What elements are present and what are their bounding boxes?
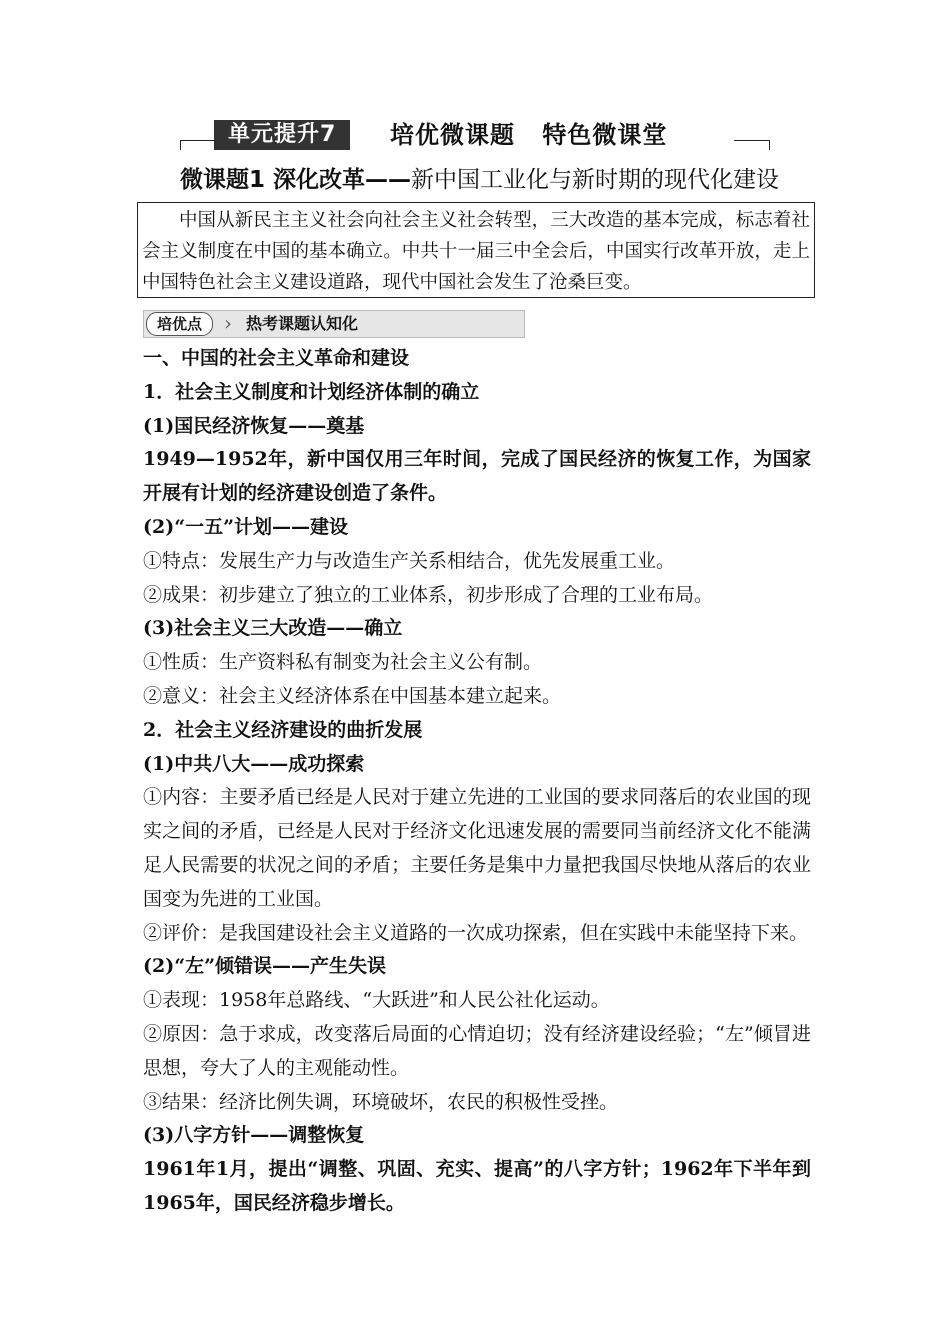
- banner-rule-right: [734, 140, 770, 141]
- chevron-right-icon: ›: [224, 311, 232, 335]
- paragraph: 1949—1952年，新中国仅用三年时间，完成了国民经济的恢复工作，为国家开展有计划的经济建设创造了条件。: [143, 448, 811, 505]
- list-item: ①性质：生产资料私有制变为社会主义公有制。: [143, 651, 543, 674]
- list-item: ①内容：主要矛盾已经是人民对于建立先进的工业国的要求同落后的农业国的现实之间的矛盾，已经是人民对于经济文化迅速发展的需要同当前经济文化不能满足人民需要的状况之间的矛盾；主要任务是集中力量把我国尽快地从落后的农业国变为先进的工业国。: [143, 786, 811, 910]
- lesson-subtitle: [180, 164, 780, 196]
- tag-chip: 培优点: [146, 312, 213, 336]
- intro-box: 中国从新民主主义社会向社会主义社会转型，三大改造的基本完成，标志着社会主义制度在中国的基本确立。中共十一届三中全会后，中国实行改革开放，走上中国特色社会主义建设道路，现代中国社会发生了沧桑巨变。: [137, 202, 815, 298]
- section-tag: [143, 310, 525, 338]
- unit-banner: [180, 120, 770, 154]
- list-item: ①特点：发展生产力与改造生产关系相结合，优先发展重工业。: [143, 549, 676, 572]
- item-heading: (1)国民经济恢复——奠基: [143, 414, 365, 437]
- item-heading: (2)“一五”计划——建设: [143, 515, 349, 538]
- banner-rule-left: [180, 140, 214, 141]
- list-item: ①表现：1958年总路线、“大跃进”和人民公社化运动。: [143, 989, 610, 1012]
- list-item: ②意义：社会主义经济体系在中国基本建立起来。: [143, 684, 562, 707]
- item-heading: (3)八字方针——调整恢复: [143, 1124, 365, 1147]
- list-item: ②评价：是我国建设社会主义道路的一次成功探索，但在实践中未能坚持下来。: [143, 921, 809, 944]
- tag-text: 热考课题认知化: [246, 314, 359, 333]
- banner-title: 培优微课题 特色微课堂: [390, 121, 668, 149]
- main-content: [143, 342, 811, 1221]
- item-heading: (3)社会主义三大改造——确立: [143, 617, 403, 640]
- subtitle-label: 微课题1 深化改革——: [180, 167, 412, 193]
- list-item: ②原因：急于求成，改变落后局面的心情迫切；没有经济建设经验；“左”倾冒进思想，夸大了人的主观能动性。: [143, 1022, 811, 1079]
- item-heading: (1)中共八大——成功探索: [143, 752, 365, 775]
- item-heading: (2)“左”倾错误——产生失误: [143, 955, 387, 978]
- subsection-heading: 1．社会主义制度和计划经济体制的确立: [143, 380, 480, 403]
- paragraph: 1961年1月，提出“调整、巩固、充实、提高”的八字方针；1962年下半年到1965年，国民经济稳步增长。: [143, 1158, 811, 1214]
- list-item: ②成果：初步建立了独立的工业体系，初步形成了合理的工业布局。: [143, 583, 714, 606]
- unit-badge: 单元提升7: [214, 120, 350, 150]
- subtitle-main: 新中国工业化与新时期的现代化建设: [411, 167, 780, 193]
- list-item: ③结果：经济比例失调，环境破坏，农民的积极性受挫。: [143, 1090, 619, 1113]
- section-heading: 一、中国的社会主义革命和建设: [143, 347, 410, 369]
- subsection-heading: 2．社会主义经济建设的曲折发展: [143, 718, 423, 741]
